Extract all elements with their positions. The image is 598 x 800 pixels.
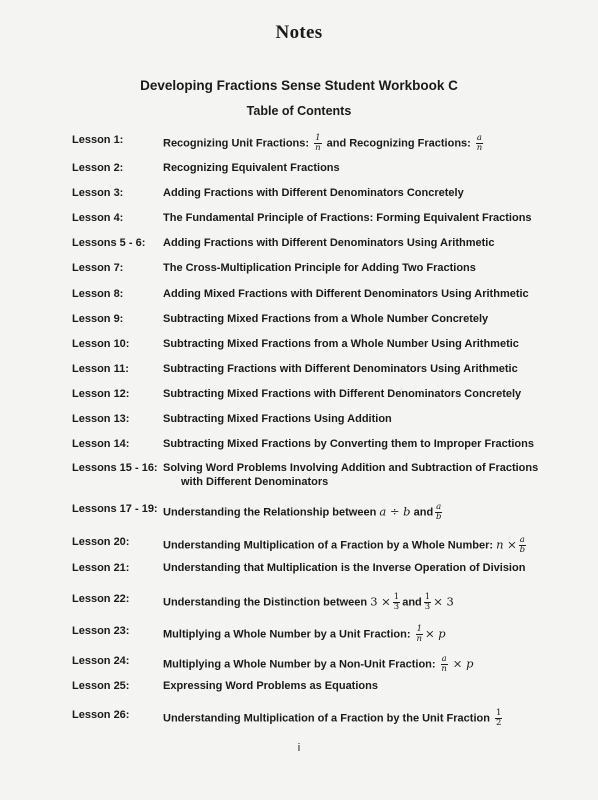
lesson-title: Subtracting Mixed Fractions by Converting them to Improper Fractions <box>163 438 534 450</box>
lesson-title: Expressing Word Problems as Equations <box>163 680 378 692</box>
fraction-1-over-n: $\frac{1}{n}$ <box>315 133 321 153</box>
lesson-label: Lesson 26: <box>72 709 130 721</box>
lesson-title: The Cross-Multiplication Principle for Adding Two Fractions <box>163 262 476 274</box>
notes-heading: Notes <box>275 22 323 43</box>
lesson-title: Understanding Multiplication of a Fraction by the Unit Fraction $\frac{1}{2}$ <box>163 708 502 728</box>
lesson-label: Lesson 22: <box>72 593 130 605</box>
lesson-title: Recognizing Unit Fractions: $\frac{1}{n}$ and Recognizing Fractions: $\frac{a}{n}$ <box>163 133 483 153</box>
lesson-label: Lesson 8: <box>72 288 124 300</box>
lesson-title: Multiplying a Whole Number by a Non-Unit Fraction: $\frac{a}{n}$ × p <box>163 654 474 674</box>
lesson-label: Lesson 20: <box>72 536 130 548</box>
lesson-title: Solving Word Problems Involving Addition and Subtraction of Fractions <box>163 462 539 474</box>
math-expression: × p <box>452 656 474 671</box>
lesson-label: Lesson 23: <box>72 625 130 637</box>
lesson-label: Lesson 4: <box>72 212 124 224</box>
lesson-title: Subtracting Mixed Fractions from a Whole Number Using Arithmetic <box>163 338 519 350</box>
lesson-title-continued: with Different Denominators <box>181 476 329 488</box>
fraction-a-over-n: $\frac{a}{n}$ <box>441 654 447 674</box>
lesson-title: Understanding that Multiplication is the Inverse Operation of Division <box>163 562 526 574</box>
lesson-label: Lessons 17 - 19: <box>72 503 158 515</box>
fraction-a-over-b: $\frac{a}{b}$ <box>435 502 442 522</box>
toc-title: Table of Contents <box>246 104 352 118</box>
lesson-title: Subtracting Mixed Fractions Using Addition <box>163 413 392 425</box>
lesson-title: Subtracting Fractions with Different Denominators Using Arithmetic <box>163 363 518 375</box>
math-expression: a ÷ b <box>379 504 411 519</box>
fraction-1-over-3: $\frac{1}{3}$ <box>393 592 400 612</box>
lesson-title: Understanding the Relationship between a ÷ b and $\frac{a}{b}$ <box>163 502 442 522</box>
lesson-label: Lesson 9: <box>72 313 124 325</box>
lesson-label: Lesson 21: <box>72 562 130 574</box>
lesson-title: Adding Fractions with Different Denominators Concretely <box>163 187 464 199</box>
fraction-1-over-2: $\frac{1}{2}$ <box>496 708 502 728</box>
math-expression: 3 × <box>370 594 391 609</box>
fraction-1-over-n: $\frac{1}{n}$ <box>416 624 423 644</box>
fraction-a-over-b: $\frac{a}{b}$ <box>519 535 526 555</box>
lesson-label: Lesson 14: <box>72 438 130 450</box>
lesson-label: Lesson 12: <box>72 388 130 400</box>
page-number: i <box>297 742 301 754</box>
fraction-a-over-n: $\frac{a}{n}$ <box>476 133 483 153</box>
lesson-label: Lesson 3: <box>72 187 124 199</box>
lesson-title: Adding Fractions with Different Denominators Using Arithmetic <box>163 237 495 249</box>
book-title: Developing Fractions Sense Student Workbook C <box>140 78 458 93</box>
lesson-title: Understanding the Distinction between 3 × $\frac{1}{3}$ and $\frac{1}{3}$ × 3 <box>163 592 454 612</box>
lesson-label: Lesson 7: <box>72 262 124 274</box>
lesson-label: Lesson 24: <box>72 655 130 667</box>
lesson-label: Lesson 25: <box>72 680 130 692</box>
math-expression: n × <box>496 537 517 552</box>
fraction-1-over-3: $\frac{1}{3}$ <box>424 592 431 612</box>
lesson-title: Recognizing Equivalent Fractions <box>163 162 340 174</box>
lesson-title: Multiplying a Whole Number by a Unit Fraction: $\frac{1}{n}$ × p <box>163 624 446 644</box>
lesson-label: Lessons 5 - 6: <box>72 237 146 249</box>
lesson-title: Subtracting Mixed Fractions with Different Denominators Concretely <box>163 388 522 400</box>
lesson-title: Subtracting Mixed Fractions from a Whole Number Concretely <box>163 313 489 325</box>
math-expression: × p <box>425 626 446 641</box>
lesson-label: Lessons 15 - 16: <box>72 462 158 474</box>
lesson-label: Lesson 10: <box>72 338 130 350</box>
lesson-title: Adding Mixed Fractions with Different Denominators Using Arithmetic <box>163 288 529 300</box>
lesson-label: Lesson 11: <box>72 363 129 375</box>
math-expression: × 3 <box>433 594 454 609</box>
lesson-label: Lesson 13: <box>72 413 130 425</box>
lesson-label: Lesson 2: <box>72 162 124 174</box>
lesson-title: Understanding Multiplication of a Fraction by a Whole Number: n × $\frac{a}{b}$ <box>163 535 526 555</box>
lesson-label: Lesson 1: <box>72 134 124 146</box>
lesson-title: The Fundamental Principle of Fractions: Forming Equivalent Fractions <box>163 212 532 224</box>
